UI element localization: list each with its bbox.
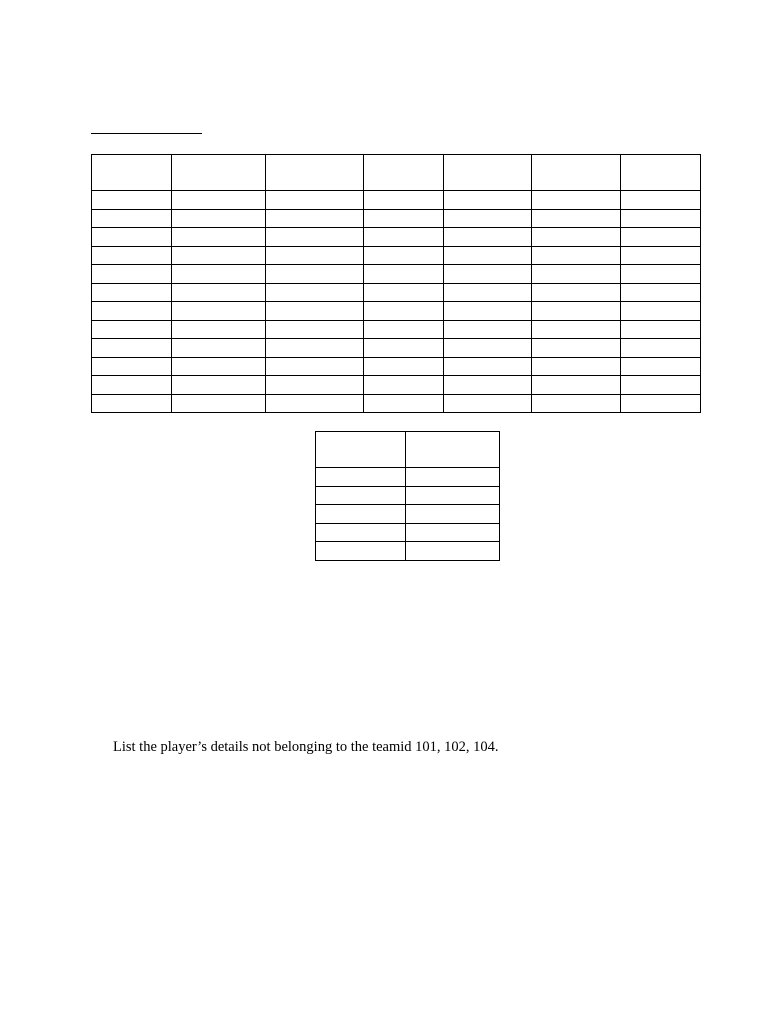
players-table-row <box>92 191 701 210</box>
table-cell <box>444 357 532 376</box>
table-cell <box>406 542 500 561</box>
table-cell <box>621 339 701 358</box>
table-cell <box>406 505 500 524</box>
table-cell <box>364 265 444 284</box>
table-cell <box>266 228 364 247</box>
teams-table-row <box>316 542 500 561</box>
table-cell <box>316 468 406 487</box>
header-cell <box>316 432 406 468</box>
table-cell <box>621 209 701 228</box>
table-cell <box>266 265 364 284</box>
teams-table-row <box>316 468 500 487</box>
table-cell <box>92 265 172 284</box>
table-cell <box>266 246 364 265</box>
table-cell <box>364 302 444 321</box>
table-cell <box>532 246 621 265</box>
table-cell <box>364 191 444 210</box>
table-cell <box>316 486 406 505</box>
table-cell <box>172 246 266 265</box>
table-cell <box>532 191 621 210</box>
players-table <box>91 154 701 413</box>
table-cell <box>621 394 701 413</box>
table-cell <box>92 320 172 339</box>
table-cell <box>532 228 621 247</box>
players-table-row <box>92 339 701 358</box>
table-cell <box>172 265 266 284</box>
table-cell <box>172 283 266 302</box>
teams-table-row <box>316 505 500 524</box>
table-cell <box>316 505 406 524</box>
header-cell <box>172 155 266 191</box>
table-cell <box>444 302 532 321</box>
table-cell <box>621 376 701 395</box>
table-cell <box>266 339 364 358</box>
table-cell <box>532 283 621 302</box>
table-cell <box>621 191 701 210</box>
table-cell <box>316 542 406 561</box>
table-cell <box>406 486 500 505</box>
table-cell <box>266 357 364 376</box>
table-cell <box>172 228 266 247</box>
table-cell <box>266 320 364 339</box>
table-cell <box>621 357 701 376</box>
table-cell <box>364 228 444 247</box>
table-cell <box>444 209 532 228</box>
table-cell <box>621 265 701 284</box>
players-table-row <box>92 320 701 339</box>
table-cell <box>92 394 172 413</box>
teams-table-row <box>316 486 500 505</box>
table-cell <box>92 357 172 376</box>
table-cell <box>266 191 364 210</box>
table-cell <box>172 394 266 413</box>
header-cell <box>444 155 532 191</box>
header-cell <box>621 155 701 191</box>
table-cell <box>621 320 701 339</box>
table-cell <box>172 209 266 228</box>
table-cell <box>172 339 266 358</box>
table-cell <box>364 376 444 395</box>
table-cell <box>406 468 500 487</box>
table-cell <box>444 339 532 358</box>
table-cell <box>364 246 444 265</box>
players-table-row <box>92 376 701 395</box>
table-cell <box>621 228 701 247</box>
table-cell <box>92 209 172 228</box>
players-table-row <box>92 246 701 265</box>
table-cell <box>266 283 364 302</box>
players-table-row <box>92 265 701 284</box>
table-cell <box>532 209 621 228</box>
players-table-row <box>92 209 701 228</box>
table-cell <box>266 394 364 413</box>
teams-table-row <box>316 523 500 542</box>
table-cell <box>444 191 532 210</box>
players-table-row <box>92 357 701 376</box>
table-cell <box>172 302 266 321</box>
header-cell <box>266 155 364 191</box>
table-cell <box>364 357 444 376</box>
table-cell <box>532 357 621 376</box>
table-cell <box>532 265 621 284</box>
table-cell <box>444 394 532 413</box>
table-cell <box>444 283 532 302</box>
table-cell <box>266 209 364 228</box>
table-cell <box>364 209 444 228</box>
table-cell <box>92 376 172 395</box>
table-cell <box>172 191 266 210</box>
table-cell <box>92 228 172 247</box>
table-cell <box>532 339 621 358</box>
teams-table-header-row <box>316 432 500 468</box>
table-cell <box>621 302 701 321</box>
table-cell <box>444 320 532 339</box>
table-cell <box>444 376 532 395</box>
table-cell <box>364 283 444 302</box>
table-cell <box>444 265 532 284</box>
table-cell <box>92 339 172 358</box>
players-table-header-row <box>92 155 701 191</box>
table-cell <box>532 376 621 395</box>
table-cell <box>92 283 172 302</box>
table-cell <box>172 357 266 376</box>
table-cell <box>621 283 701 302</box>
players-table-row <box>92 283 701 302</box>
table-cell <box>532 302 621 321</box>
table-cell <box>364 339 444 358</box>
header-cell <box>364 155 444 191</box>
table-cell <box>266 302 364 321</box>
players-table-row <box>92 302 701 321</box>
teams-table <box>315 431 500 561</box>
table-cell <box>92 302 172 321</box>
table-cell <box>172 376 266 395</box>
table-cell <box>532 394 621 413</box>
table-cell <box>444 228 532 247</box>
section-heading-underline <box>91 133 202 134</box>
header-cell <box>92 155 172 191</box>
table-cell <box>172 320 266 339</box>
table-cell <box>316 523 406 542</box>
header-cell <box>532 155 621 191</box>
table-cell <box>444 246 532 265</box>
table-cell <box>92 191 172 210</box>
table-cell <box>532 320 621 339</box>
table-cell <box>92 246 172 265</box>
instruction-text: List the player’s details not belonging to the teamid 101, 102, 104. <box>113 739 499 755</box>
header-cell <box>406 432 500 468</box>
table-cell <box>621 246 701 265</box>
players-table-row <box>92 394 701 413</box>
table-cell <box>364 320 444 339</box>
players-table-row <box>92 228 701 247</box>
table-cell <box>406 523 500 542</box>
table-cell <box>266 376 364 395</box>
table-cell <box>364 394 444 413</box>
